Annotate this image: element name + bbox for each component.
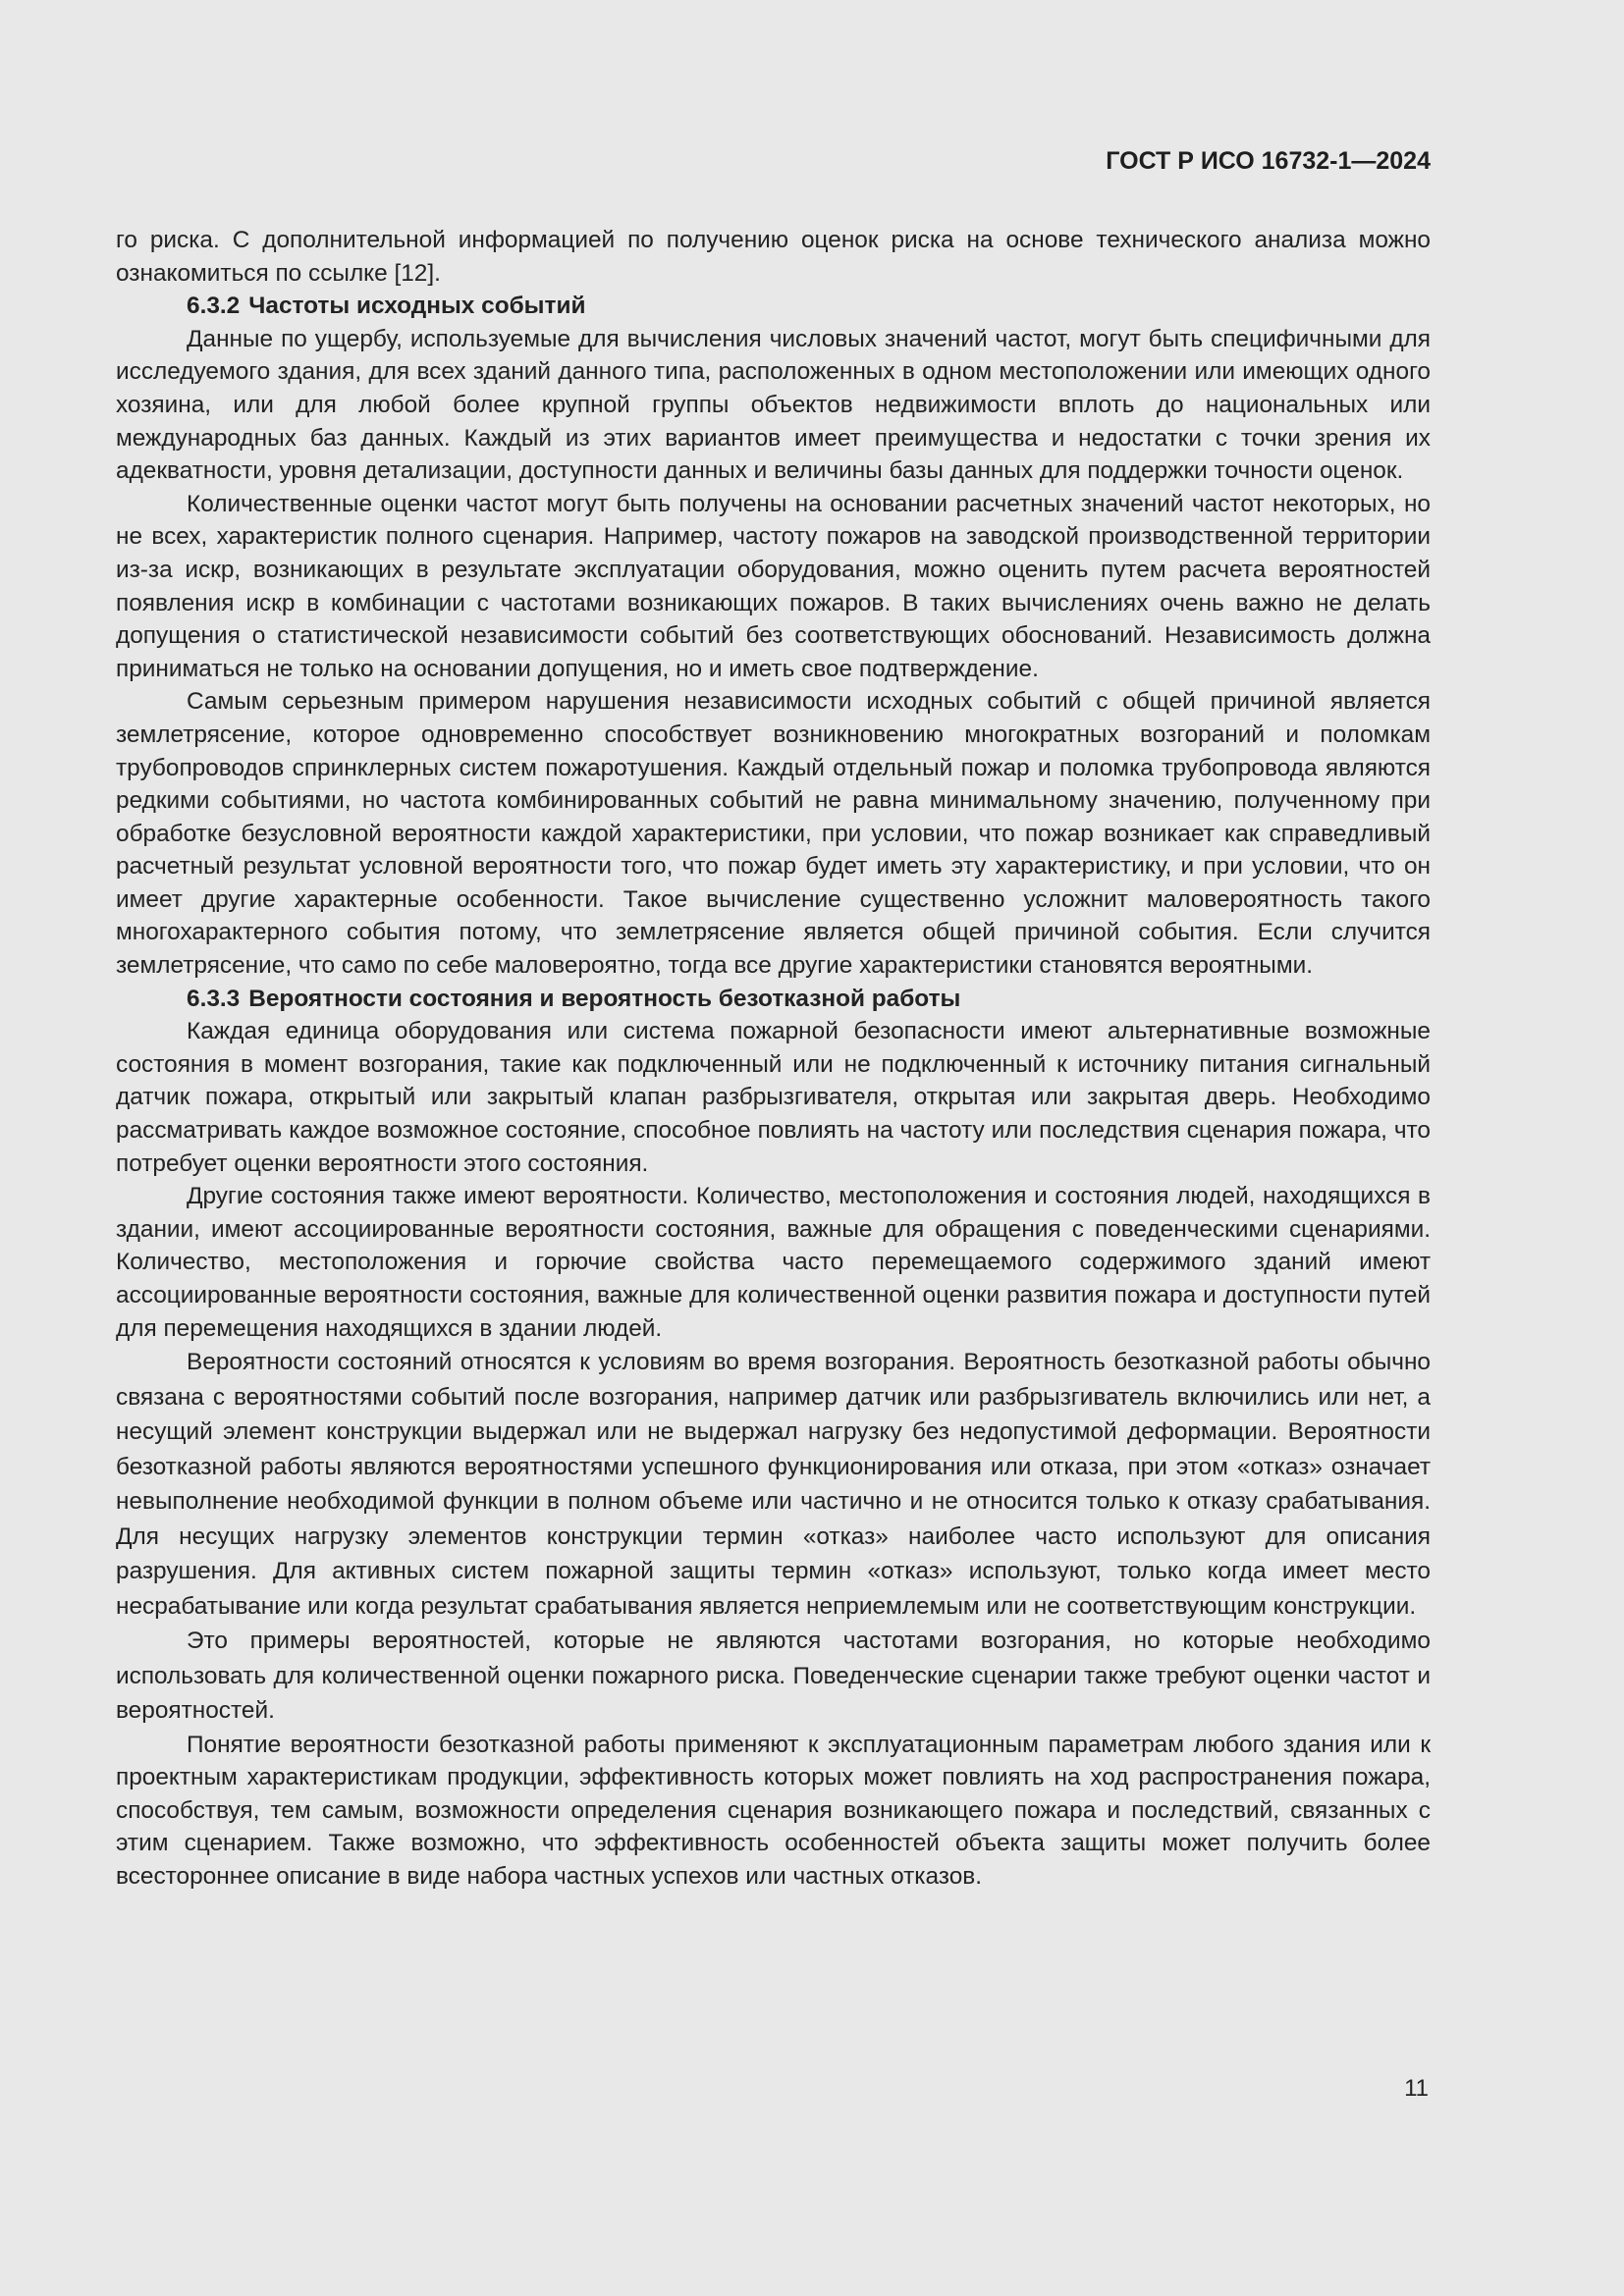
section-heading-6-3-2 xyxy=(116,290,1431,323)
paragraph-continuation: го риска. С дополнительной информацией по получению оценок риска на основе технического анализа можно ознакомиться по ссылке [12]. xyxy=(116,227,1431,287)
running-header: ГОСТ Р ИСО 16732-1—2024 xyxy=(1106,147,1431,175)
section-title: Вероятности состояния и вероятность безотказной работы xyxy=(248,985,961,1012)
paragraph: Другие состояния также имеют вероятности. Количество, местоположения и состояния людей, находящихся в здании, имеют ассоциированные вероятности состояния, важные для обращения с поведенческими сценариями. Количество, местоположения и горючие свойства часто перемещаемого содержимого зданий имеют ассоциированные вероятности состояния, важные для количественной оценки развития пожара и доступности путей для перемещения находящихся в здании людей. xyxy=(116,1183,1431,1342)
section-number: 6.3.2 xyxy=(187,293,241,320)
section-title: Частоты исходных событий xyxy=(248,293,586,320)
section-heading-6-3-3 xyxy=(116,983,1431,1016)
paragraph: Понятие вероятности безотказной работы применяют к эксплуатационным параметрам любого здания или к проектным характеристикам продукции, эффективность которых может повлиять на ход распространения пожара, способствуя, тем самым, возможности определения сценария возникающего пожара и последствий, связанных с этим сценарием. Также возможно, что эффективность особенностей объекта защиты может получить более всестороннее описание в виде набора частных успехов или частных отказов. xyxy=(116,1731,1431,1891)
paragraph: Количественные оценки частот могут быть получены на основании расчетных значений частот некоторых, но не всех, характеристик полного сценария. Например, частоту пожаров на заводской производственной территории из-за искр, возникающих в результате эксплуатации оборудования, можно оценить путем расчета вероятностей появления искр в комбинации с частотами возникающих пожаров. В таких вычислениях очень важно не делать допущения о статистической независимости событий без соответствующих обоснований. Независимость должна приниматься не только на основании допущения, но и иметь свое подтверждение. xyxy=(116,490,1431,682)
paragraph: Каждая единица оборудования или система пожарной безопасности имеют альтернативные возможные состояния в момент возгорания, такие как подключенный или не подключенный к источнику питания сигнальный датчик пожара, открытый или закрытый клапан разбрызгивателя, открытая или закрытая дверь. Необходимо рассматривать каждое возможное состояние, способное повлиять на частоту или последствия сценария пожара, что потребует оценки вероятности этого состояния. xyxy=(116,1018,1431,1177)
paragraph: Самым серьезным примером нарушения независимости исходных событий с общей причиной является землетрясение, которое одновременно способствует возникновению многократных возгораний и поломкам трубопроводов спринклерных систем пожаротушения. Каждый отдельный пожар и поломка трубопровода являются редкими событиями, но частота комбинированных событий не равна минимальному значению, полученному при обработке безусловной вероятности каждой характеристики, при условии, что пожар возникает как справедливый расчетный результат условной вероятности того, что пожар будет иметь эту характеристику, и при условии, что он имеет другие характерные особенности. Такое вычисление существенно усложнит маловероятность такого многохарактерного события потому, что землетрясение является общей причиной события. Если случится землетрясение, что само по себе маловероятно, тогда все другие характеристики становятся вероятными. xyxy=(116,688,1431,980)
section-number: 6.3.3 xyxy=(187,985,241,1012)
paragraph: Вероятности состояний относятся к условиям во время возгорания. Вероятность безотказной работы обычно связана с вероятностями событий после возгорания, например датчик или разбрызгиватель включились или нет, а несущий элемент конструкции выдержал или не выдержал нагрузку без недопустимой деформации. Вероятности безотказной работы являются вероятностями успешного функционирования или отказа, при этом «отказ» означает невыполнение необходимой функции в полном объеме или частично и не относится только к отказу срабатывания. Для несущих нагрузку элементов конструкции термин «отказ» наиболее часто используют для описания разрушения. Для активных систем пожарной защиты термин «отказ» используют, только когда имеет место несрабатывание или когда результат срабатывания является неприемлемым или не соответствующим конструкции. xyxy=(116,1349,1431,1620)
document-body xyxy=(116,224,1431,1894)
paragraph: Данные по ущербу, используемые для вычисления числовых значений частот, могут быть специфичными для исследуемого здания, для всех зданий данного типа, расположенных в одном местоположении или имеющих одного хозяина, или для любой более крупной группы объектов недвижимости вплоть до национальных или международных баз данных. Каждый из этих вариантов имеет преимущества и недостатки с точки зрения их адекватности, уровня детализации, доступности данных и величины базы данных для поддержки точности оценок. xyxy=(116,325,1431,485)
page-number: 11 xyxy=(1404,2075,1429,2102)
paragraph: Это примеры вероятностей, которые не являются частотами возгорания, но которые необходимо использовать для количественной оценки пожарного риска. Поведенческие сценарии также требуют оценки частот и вероятностей. xyxy=(116,1628,1431,1725)
